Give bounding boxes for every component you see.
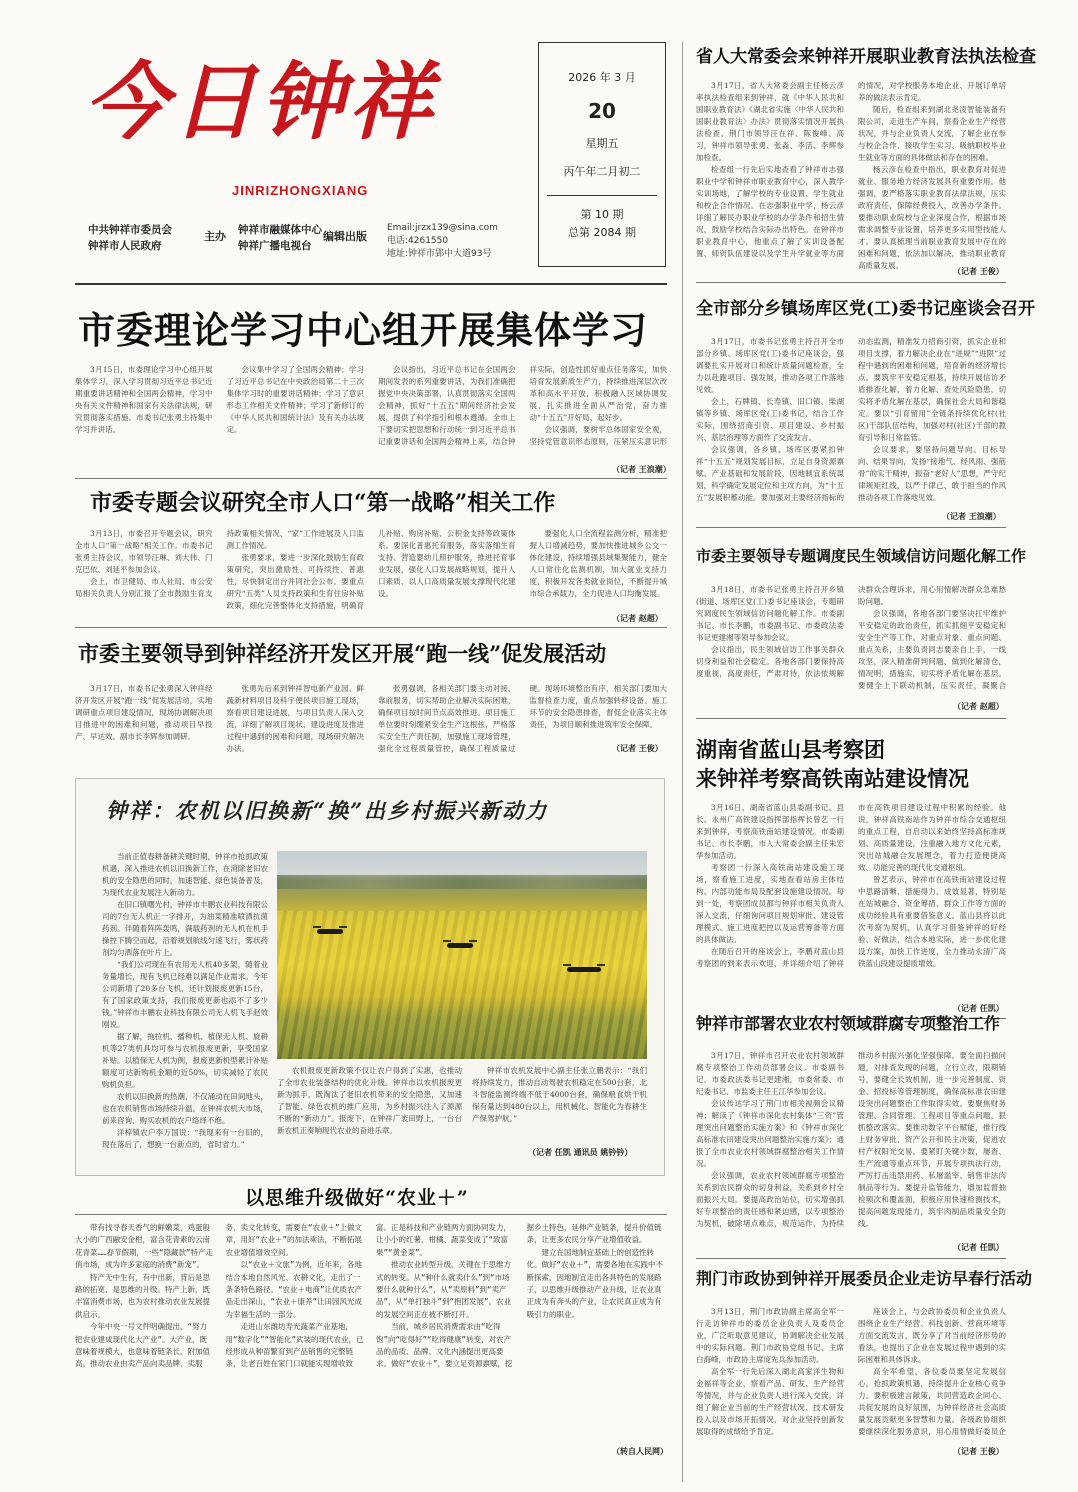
publisher-1: 钟祥市融媒体中心 [238,224,322,236]
drone-field-photo [277,851,647,1059]
petition-body: 3月18日，市委书记张勇主持召开乡镇(街道、场库区党(工)委书记座谈会，专题研究调度民生领域信访问题化解工作。市委副书记、市长李鹏，市委副书记、市委政法委书记更建湘等领导参加会议。 会议指出，民生领域信访工作事关群众切身利益和社会稳定。各地各部门要保持高度重视，高度责任，严肃对待，依法依规解决群众合理诉求，用心用情解决群众急难愁盼问题。 会议强调，各地各部门要坚决扛牢维护平安稳定的政治责任，抓实抓细平安稳定和安全生产等工作。对重点对象、重点问题、重点关系，主要负责同志要亲自上手，一线攻坚，深入精准研判问题，做到化解清仓，情况明，措施实，切实将矛盾化解在基层。要健全上下联动机制，压实责任，凝聚合 [696,585,1006,690]
lead-headline: 市委理论学习中心组开展集体学习 [78,308,648,352]
population-byline: （记者 赵超） [612,614,663,623]
logo-char-4: 祥 [348,52,433,151]
section-rule [696,282,1006,283]
agriculture-plus-byline: （转自人民网） [612,1447,668,1456]
logo-char-1: 今 [84,52,169,151]
cppcc-headline: 荆门市政协到钟祥开展委员企业走访早春行活动 [696,1269,1033,1288]
feature-right-body: 钟祥市农机发展中心副主任张立鹏表示：“我们将持续发力，推动自动驾驶农机稳定在500台套，北斗智能监测终端不低于4000台套，确保粮食烘干机保有量达到480台以上，用机械化、智能化为春耕生产保驾护航。” [472,1066,647,1123]
population-headline: 市委专题会议研究全市人口“第一战略”相关工作 [90,490,556,516]
contact-address: 地址:钟祥市郢中大道93号 [387,249,492,259]
masthead-pinyin: JINRIZHONGXIANG [232,183,369,198]
vocational-law-headline: 省人大常委会来钟祥开展职业教育法执法检查 [696,47,1036,67]
economic-zone-byline: （记者 王俊） [612,744,663,753]
date-box [538,42,666,267]
drone-icon [567,967,601,972]
lanshan-byline: （记者 任凯） [953,1004,1004,1013]
feature-headline: 钟祥：农机以旧换新“换”出乡村振兴新动力 [106,798,549,823]
contact-email: Email:jrzx139@sina.com [387,223,498,233]
sponsor-2: 钟祥市人民政府 [88,240,162,252]
section-rule [75,1214,667,1215]
township-meeting-headline: 全市部分乡镇场库区党(工)委书记座谈会召开 [696,299,1036,319]
economic-zone-headline: 市委主要领导到钟祥经济开发区开展“跑一线”促发展活动 [78,641,607,666]
lanshan-body: 3月16日，湖南省蓝山县委副书记、县长、永州广高铁建设指挥部指挥长曾艺一行来到钟祥，考察高铁南站建设情况。市委副书记、市长李鹏，市人大常委会副主任朱宏华参加活动。 考察团一行深入高铁南站建设施工现场，察看施工进度，实地查看站房主体结构、内部功能布局及配套设施建设情况。每到一处，考察团成员都与钟祥市相关负责人深入交流，仔细询问项目规划审批、建设管理模式、施工进度把控以及运营筹备等方面的具体做法。 在随后召开的座谈会上，李鹏对蓝山县考察团的到来表示欢迎，并详细介绍了钟祥市在高铁项目建设过程中积累的经验。他说，钟祥高铁南站作为钟祥市综合交通枢纽的重点工程，自启动以来始终坚持高标准规划、高质量建设，注重融入地方文化元素，突出站城融合发展理念，着力打造便捷高效、功能完善的现代化交通枢纽。 曾艺表示，钟祥市在高铁南站建设过程中思路清晰、措施得力、成效显著，特别是在站城融合、资金筹措、群众工作等方面的成功经验具有重要借鉴意义。蓝山县将以此次考察为契机，认真学习借鉴钟祥的好经验、好做法，结合本地实际，进一步优化建设方案，加快工作进度，全力推动永清广高铁蓝山段建设提质增效。 [696,803,1006,968]
publisher-role: 编辑出版 [323,230,367,243]
vocational-law-body: 3月17日，省人大常委会副主任杨云彦率执法检查组来到钟祥，就《中华人民共和国职业教育法》《湖北省实施〈中华人民共和国职业教育法〉办法》贯彻落实情况开展执法检查。荆门市领导汪在祥、陈俊峰、高习，钟祥市领导张勇、张淼、李活、李辉参加检查。 检查组一行先后实地查看了钟祥市志强职业中学和钟祥市职业教育中心，深入教学实训场地，了解学校的专业设置、学生就业和校企合作情况。在志强职业中学，杨云彦详细了解民办职业学校的办学条件和招生情况，鼓励学校结合实际办出特色。在钟祥市职业教育中心，他重点了解了实训设备配置、师资队伍建设以及学生升学就业等方面的情况，对学校服务本地企业、开展订单培养的做法表示肯定。 随后，检查组来到湖北尧凌智能装备有限公司，走进生产车间，察看企业生产经营状况，并与企业负责人交流，了解企业在参与校企合作、接收学生实习、吸纳职校毕业生就业等方面的具体做法和存在的困难。 杨云彦在检查中指出，职业教育对促进就业、服务地方经济发展具有重要作用。他强调，要严格落实职业教育法律法规，压实政府责任，保障经费投入，改善办学条件。要推动职业院校与企业深度合作，根据市场需求调整专业设置，培养更多实用型技能人才。要认真梳理当前职业教育发展中存在的困难和问题，依法加以解决，推动职业教育高质量发展。 [696,81,1006,270]
contact-info [387,222,498,261]
lanshan-headline-1: 湖南省蓝山县考察团 [696,737,885,762]
publisher-list [238,222,322,254]
corruption-headline: 钟祥市部署农业农村领域群腐专项整治工作 [696,1014,1001,1033]
feature-byline: （记者 任凯 通讯员 姚钤钤） [528,1148,633,1157]
vocational-law-byline: （记者 王俊） [953,267,1004,276]
section-rule [696,718,1006,719]
lanshan-headline-2: 来钟祥考察高铁南站建设情况 [696,766,969,791]
photo-tree-line [277,875,647,889]
feature-left-body: 当前正值春耕备耕关键时期，钟祥市抢抓政策机遇，深入推进农机以旧换新工作，在消除老旧农机的安全隐患的同时，加速智能、绿色装备普及，为现代农业发展注入新动力。 在旧口镇曙光村，钟祥市丰鹏农业科技有限公司的7台无人机正一字排开，为油菜精准喷洒抗菌药剂。伴随着阵阵轰鸣，满载药剂的无人机在机手操控下腾空而起，沿着规划航线匀速飞行，雾状药剂均匀洒落在叶片上。 “我们公司现在有农用无人机40多架，随着业务量增长，现有飞机已经难以满足作业需求。今年公司新增了20多台飞机，还计划报废更新15台，有了国家政策支持，我们报废更新也添不了多少钱。”钟祥市丰鹏农业科技有限公司无人机飞手赵效刚说。 据了解，拖拉机、播种机、植保无人机、旋耕机等27类机具均可参与农机报废更新，享受国家补贴。以植保无人机为例，报废更新机型累计补贴额度可达新购机金额的近50%，切实减轻了农民购机负担。 农机以旧换新的热潮，不仅涌动在田间地头，也在农机销售市场持续升温。在钟祥农机大市场，前来咨询、购买农机的农户络绎不绝。 洋梓镇农户李万国说：“我现来有一台旧的，现在落后了，想换一台新点的，省时省力。” [102,852,268,1149]
logo-char-2: 日 [172,52,257,151]
issue-total: 总第 2084 期 [568,226,636,239]
contact-phone: 电话:4261550 [387,236,449,246]
township-meeting-byline: （记者 王浪潮） [942,512,1001,521]
masthead-rule [75,283,667,285]
agriculture-plus-headline: 以思维升级做好“农业＋” [245,1187,469,1209]
drone-icon [317,929,343,934]
date-gregorian: 2026 年 3 月 [568,71,636,84]
date-weekday: 星期五 [585,137,619,150]
cppcc-body: 3月13日，荆门市政协副主席高全军一行走访钟祥市的委员企业负责人及委员企业，广泛听取意见建议，协调解决企业发展中的实际问题。荆门市政协党组书记、主席白海峰，市政协主席庞先兵参加活动。 高全军一行先后深入湖北高家洋生物和金福祥等企业，察看产品、研发、生产经营等情况，并与企业负责人进行深入交流，详细了解企业当前的生产经营状况、技术研发投入以及市场开拓情况，对企业坚持创新发展取得的成绩给予肯定。 座谈会上，与会政协委员和企业负责人围绕企业生产经营、科技创新、营商环境等方面交流发言，既分享了对当前经济形势的看法，也提出了企业在发展过程中遇到的实际困难和具体诉求。 高全军希望，各位委员要坚定发展信心，抢抓政策机遇，持续提升企业核心竞争力。要积极建言献策，共同营造政企同心、共促发展的良好氛围，为钟祥经济社会高质量发展贡献更多智慧和力量。各级政协组织要继续深化服务意识，用心用情做好委员企 [696,1307,1006,1436]
column-divider [682,42,683,1482]
economic-zone-body: 3月17日，市委书记张勇深入钟祥经济开发区开展“跑一线”促发展活动，实地调研重点项目建设情况，现场协调解决项目推进中的困难和问题，推动项目早投产、早达效。副市长李辉参加调研。 张勇先后来到钟祥智电新产业园、鲜蔬新材料项目及科宇便民项目施工现场，察看项目建设进展，与项目负责人深入交流，详细了解项目现状、建设进度及推进过程中遇到的困难和问题，现场研究解决办法。 张勇强调，各相关部门要主动对接、靠前服务，切实帮助企业解决实际困难，确保项目按时间节点高效推进。项目施工单位要时刻绷紧安全生产这根弦，严格落实安全生产责任制，加强施工现场管理，强化全过程质量管控，确保工程质量过硬。现场环境整治有序，相关部门要加大监督检查力度，重点加强转移设备、施工环节的安全隐患排查，督促企业落实主体责任，为项目顺利推进筑牢安全保障。 [75,684,667,753]
petition-byline: （记者 赵超） [953,702,1004,711]
date-divider [547,195,657,196]
section-rule [696,527,1006,528]
cppcc-byline: （记者 王俊） [953,1447,1004,1456]
newspaper-logo [84,50,444,170]
sponsor-role: 主办 [204,230,226,243]
corruption-byline: （记者 任凯） [953,1243,1004,1252]
population-body: 3月13日，市委召开专题会议，研究全市人口“第一战略”相关工作。市委书记张勇主持会议，市领导汪琳、刘大伟、门克巴依、刘延平参加会议。 会上，市卫健局、市人社局、市公安局相关负责人分别汇报了全市鼓励生育支持政策相关情况、“家”工作进展及人口监测工作情况。 张勇要求，要进一步深化鼓励生育政策研究，突出激励性、可持续性、普惠性，尽快制定出台并同社会公布。要重点研究“五类”人员支持政策和生育住房补贴政策，细化完善整体化支持措施，明确育儿补贴、购房补贴、公积金支持等政策体系。要深化普惠托育服务，落实落细生育支持、营造婴幼儿照护服务，推进托育事业发展，强化人口发展战略规划，提升人口素质、以人口高质量发展支撑现代化建设。 要强化人口全流程监测分析，精准把握人口增减趋势，要加快推进城乡公交一体化建设，持续增强县域集聚能力，健全人口常住化监测机制，加大就业支持力度，积极开发各类就业岗位，不断提升城市综合承载力，全力促进人口均衡发展。 [75,529,667,610]
date-lunar: 丙午年二月初二 [563,165,641,178]
section-rule [75,627,667,628]
sponsor-1: 中共钟祥市委员会 [88,224,172,236]
feature-box [75,778,665,1176]
lead-byline: （记者 王浪潮） [612,465,671,474]
agriculture-plus-body: 带有找寻春天香气的鲜嫩菜，鸡蛋般大小的广西融安金柑，富含花青素的云南花青菜……春节假期，一些“隐藏款”特产走俏市场，成为许多家庭的消费“新宠”。 特产无中生有，有中出新，背后是思路的拓宽、是思维的升级。特产上新，既丰富消费市场，也为农村推动农业发展提供启示。 今年中央一号文件明确提出，“努力把农业建成现代化大产业”。大产业，既意味着规模大，也意味着链条长、附加值高。推动农业由卖产品向卖品牌、卖服务、卖文化转变，需要在“农业＋”上做文章，用好“农业＋”的加法乘法，不断拓展农业增值增效空间。 以“农业＋文旅”为例，近年来，各地结合本地自然风光、农耕文化，走出了一条条特色路径。“农业＋电商”让优质农产品走出深山，“农业＋康养”让田园风光成为幸福生活的一部分。 走进山东潍坊寿光蔬菜产业基地，用“数字化”“智能化”武装的现代农业，已经形成从种苗繁育到产品销售的完整链条，让老百姓在家门口就能实现增收致富。正是科技和产业链两方面协同发力，让小小的红薯、柑橘、蔬菜变成了“致富果”“黄金菜”。 推动农业转型升级，关键在于思维方式的转变。从“种什么就卖什么”到“市场要什么就种什么”，从“卖原料”到“卖产品”，从“单打独斗”到“抱团发展”，农业的发展空间正在被不断打开。 当前，城乡居民消费需求由“吃得饱”向“吃得好”“吃得健康”转变，对农产品的品质、品牌、文化内涵提出更高要求。做好“农业＋”，要立足资源禀赋，挖掘乡土特色，延伸产业链条，提升价值链条，让更多农民分享产业增值收益。 建立在国地制宜基础上的创造性转化。做好“农业＋”，需要各地在实践中不断探索，因地制宜走出各具特色的发展路子，以思维升级推动产业升级，让农业真正成为有奔头的产业，让农民真正成为有吸引力的职业。 [75,1223,664,1369]
sponsor-list [88,222,172,254]
publisher-2: 钟祥广播电视台 [238,240,312,252]
date-day: 20 [588,99,616,123]
section-rule [696,1258,1006,1259]
drone-icon [447,943,473,948]
petition-headline: 市委主要领导专题调度民生领域信访问题化解工作 [696,547,1027,565]
feature-mid-body: 农机报废更新政策不仅让农户得到了实惠，也推动了全市农业装备结构的优化升级。钟祥市以农机报废更新为抓手，既淘汰了老旧农机带来的安全隐患，又加速了智能、绿色农机的推广应用，为乡村振兴注入了源源不断的“新动力”。报废下，在钟祥广袤田野上，一台台新农机正奏响现代农业的奋进乐章。 [277,1066,462,1135]
township-meeting-body: 3月17日，市委书记张勇主持召开全市部分乡镇、场库区党(工)委书记座谈会，强调要扎实开展对口和统计质量问题检查，全力以赴跑项目、强发展，推动各项工作落地见效。 会上，石牌镇、长寿镇、旧口镇、柴湖镇等乡镇、场库区党(工)委书记，结合工作实际，围绕招商引资、项目建设、乡村振兴、基层治理等方面作了交流发言。 会议强调，各乡镇、场库区要紧扣钟祥“十五五”规划发展目标，立足自身资源禀赋、产业基础和发展阶段，因地制宜系统谋划，科学确定发展定位和主攻方向，为“十五五”发展积蓄动能。要加强对主要经济指标的动态监测，精准发力招商引资，抓实企业和项目支撑，着力解决企业在“进规”“进限”过程中遇到的困难和问题，培育新的经济增长点。要筑牢平安稳定根基，持续开展信访矛盾排查化解，着力化解、查处风险隐患，切实将矛盾化解在基层，确保社会大局和谐稳定。要以“引育留用”全链条持续优化村(社区)干部队伍结构，加强对村(社区)干部的教育引导和日常监管。 会议要求，要坚持问题导向、目标导向、结果导向，发扬“接地气、经风雨、强筋骨”的实干精神，振奋“老好人”思想，严守纪律规矩红线，以严于律己、敢于担当的作风推动各项工作落地见效。 [696,337,1006,502]
corruption-body: 3月17日，钟祥市召开农业农村领域群腐专项整治工作动员部署会议。市委副书记、市委政法委书记更建湘，市委常委、市纪委书记、市监委主任王江华参加会议。 会议传达学习了荆门市相关视频会议精神；解读了《钟祥市深化农村集体“三资”管理突出问题整治实施方案》和《钟祥市深化高标准农田建设突出问题整治实施方案》；通报了全市农业农村领域群腐整治相关工作情况。 会议强调，农业农村领域群腐专项整治关系到农民群众的切身利益，关系到乡村全面振兴大局。要提高政治站位，切实增强抓好专项整治的责任感和紧迫感，以专项整治为契机，破除堵点难点，规范运作，为持续推动乡村振兴强化坚强保障。要全面扫描问题，对排查发现的问题，立行立改，限期销号，要健全长效机制，进一步完善制度、资金、招投标等管理制度，确保高标准农田建设突出问题整治工作取得实效。要聚焦财务管理、合同管理、工程项目等重点问题，狠抓整改落实。要推动数字平台赋能，推行线上财务审批、资产公开和民主决策，促进农村产权阳光交易。要紧盯关键少数，屡查、生产流通等重点环节，开展专项执法行动，严厉打击违禁用药、私屠滥宰、销售非法肉制品等行为。要提升监管能力，增加监督抽检频次和覆盖面，积极应用快速检测技术，提高问题发现能力，筑牢肉制品质量安全防线。 [696,1051,1006,1228]
lead-body: 3月15日，市委理论学习中心组开展集体学习，深入学习贯彻习近平总书记近期重要讲话精神和全国两会精神，学习中央有关文件精神和国家有关法律法规，研究贯彻落实措施。市委书记张勇主持集中学习并讲话。 会议集中学习了全国两会精神；学习了习近平总书记在中央政治局第二十三次集体学习时的重要讲话精神；学习了意识形态工作相关文件精神；学习了新修订的《中华人民共和国统计法》及有关办法规定。 会议指出，习近平总书记在全国两会期间发表的系列重要讲话，为我们准确把握党中央决策部署，认真贯彻落实全国两会精神，抓好“十五五”期间经济社会发展，提供了科学指引和根本遵循。全市上下要切实把思想和行动统一到习近平总书记重要讲话和全国两会精神上来，结合钟祥实际，创造性抓好重点任务落实，加快培育发展新质生产力，持续推进深层次改革和高水平开放，积极融入区域协调发展，扎实推进全面从严治党，奋力推动“十五五”开好局、起好步。 会议强调，要树牢总体国家安全观，坚持党管意识形态原则，压紧压实意识形 [75,365,667,446]
section-rule [75,478,667,479]
issue-number: 第 10 期 [580,208,624,221]
logo-char-3: 钟 [260,52,345,151]
